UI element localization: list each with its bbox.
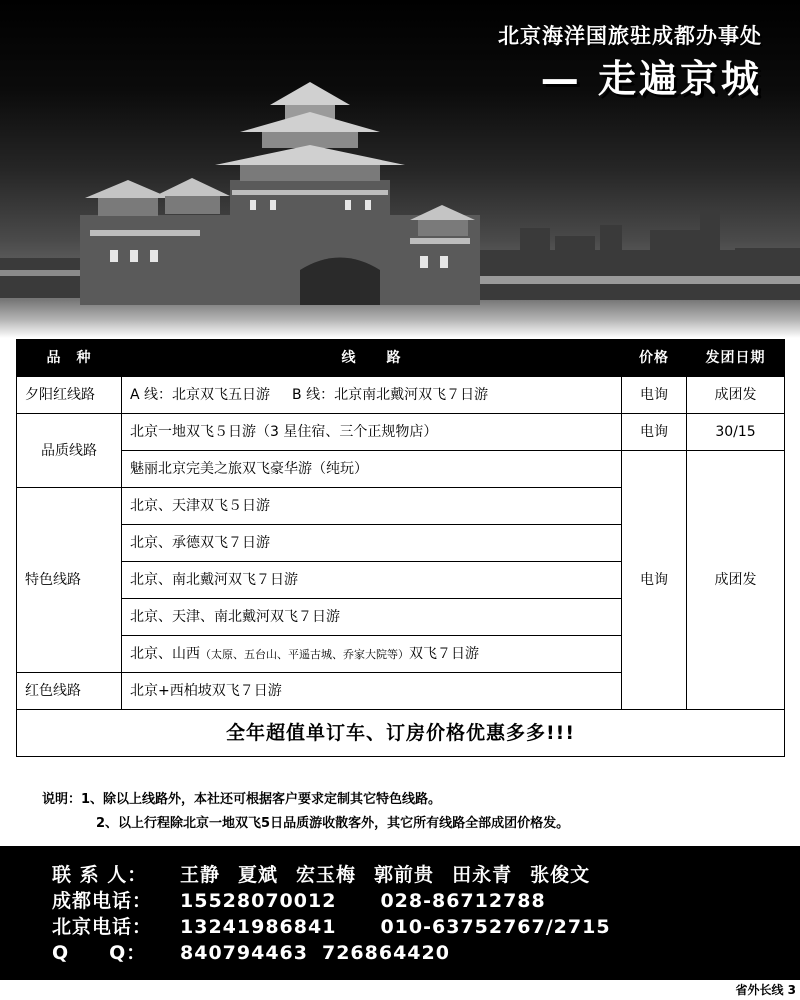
table-row bbox=[17, 451, 785, 488]
category-quality: 品质线路 bbox=[17, 414, 122, 488]
route-a: A 线：北京双飞五日游 bbox=[130, 387, 271, 403]
qq-number: 726864420 bbox=[321, 942, 450, 964]
table-header-row bbox=[17, 340, 785, 377]
price-cell: 电询 bbox=[622, 414, 687, 451]
route-cell: 魅丽北京完美之旅双飞豪华游（纯玩） bbox=[122, 451, 622, 488]
table-row bbox=[17, 414, 785, 451]
route-cell: 北京、天津、南北戴河双飞７日游 bbox=[122, 599, 622, 636]
note-2: 2、以上行程除北京一地双飞5日品质游收散客外，其它所有线路全部成团价格发。 bbox=[96, 816, 570, 831]
beijing-label: 北京电话： bbox=[52, 916, 153, 938]
person: 宏玉梅 bbox=[296, 864, 357, 886]
header-category: 品 种 bbox=[17, 340, 122, 377]
date-cell: 30/15 bbox=[687, 414, 785, 451]
route-cell: 北京、南北戴河双飞７日游 bbox=[122, 562, 622, 599]
route-cell: 北京、天津双飞５日游 bbox=[122, 488, 622, 525]
contact-qq-row bbox=[52, 938, 450, 965]
slogan-title: — 走遍京城 bbox=[540, 57, 762, 101]
route-cell: 北京+西柏坡双飞７日游 bbox=[122, 673, 622, 710]
office-title: 北京海洋国旅驻成都办事处 bbox=[498, 24, 762, 48]
header-date: 发团日期 bbox=[687, 340, 785, 377]
phone: 028-86712788 bbox=[380, 890, 546, 912]
page-mark: 省外长线 3 bbox=[735, 983, 796, 997]
date-cell: 成团发 bbox=[687, 377, 785, 414]
person: 田永青 bbox=[452, 864, 513, 886]
route5-part-a: 北京、山西 bbox=[130, 645, 200, 662]
category-red: 红色线路 bbox=[17, 673, 122, 710]
contact-beijing-row bbox=[52, 912, 611, 939]
price-cell-merged: 电询 bbox=[622, 451, 687, 710]
route-cell: 北京、承德双飞７日游 bbox=[122, 525, 622, 562]
date-cell-merged: 成团发 bbox=[687, 451, 785, 710]
contact-people-row bbox=[52, 860, 590, 887]
category-sunset: 夕阳红线路 bbox=[17, 377, 122, 414]
table-row bbox=[17, 377, 785, 414]
promo-text: 全年超值单订车、订房价格优惠多多!!! bbox=[17, 710, 785, 757]
note-1: 说明：1、除以上线路外，本社还可根据客户要求定制其它特色线路。 bbox=[42, 792, 442, 807]
person: 夏斌 bbox=[238, 864, 279, 886]
person: 张俊文 bbox=[530, 864, 591, 886]
price-cell: 电询 bbox=[622, 377, 687, 414]
phone: 010-63752767/2715 bbox=[380, 916, 611, 938]
route-cell: 北京一地双飞５日游（3 星住宿、三个正规物店） bbox=[122, 414, 622, 451]
route-cell bbox=[122, 636, 622, 673]
route5-part-b: （太原、五台山、平遥古城、乔家大院等） bbox=[200, 647, 409, 661]
qq-label: Q Q： bbox=[52, 942, 147, 964]
promo-row bbox=[17, 710, 785, 757]
route-b: B 线：北京南北戴河双飞７日游 bbox=[292, 387, 489, 403]
route5-part-c: 双飞７日游 bbox=[409, 645, 479, 662]
contact-band bbox=[0, 846, 800, 980]
people-label: 联 系 人： bbox=[52, 864, 148, 886]
qq-number: 840794463 bbox=[180, 942, 308, 964]
hero-banner bbox=[0, 0, 800, 338]
chengdu-label: 成都电话： bbox=[52, 890, 153, 912]
category-special: 特色线路 bbox=[17, 488, 122, 673]
person: 郭前贵 bbox=[374, 864, 435, 886]
header-price: 价格 bbox=[622, 340, 687, 377]
route-cell bbox=[122, 377, 622, 414]
contact-chengdu-row bbox=[52, 886, 546, 913]
phone: 15528070012 bbox=[180, 890, 337, 912]
person: 王静 bbox=[180, 864, 221, 886]
header-route: 线 路 bbox=[122, 340, 622, 377]
phone: 13241986841 bbox=[180, 916, 337, 938]
tour-routes-table bbox=[16, 339, 785, 757]
